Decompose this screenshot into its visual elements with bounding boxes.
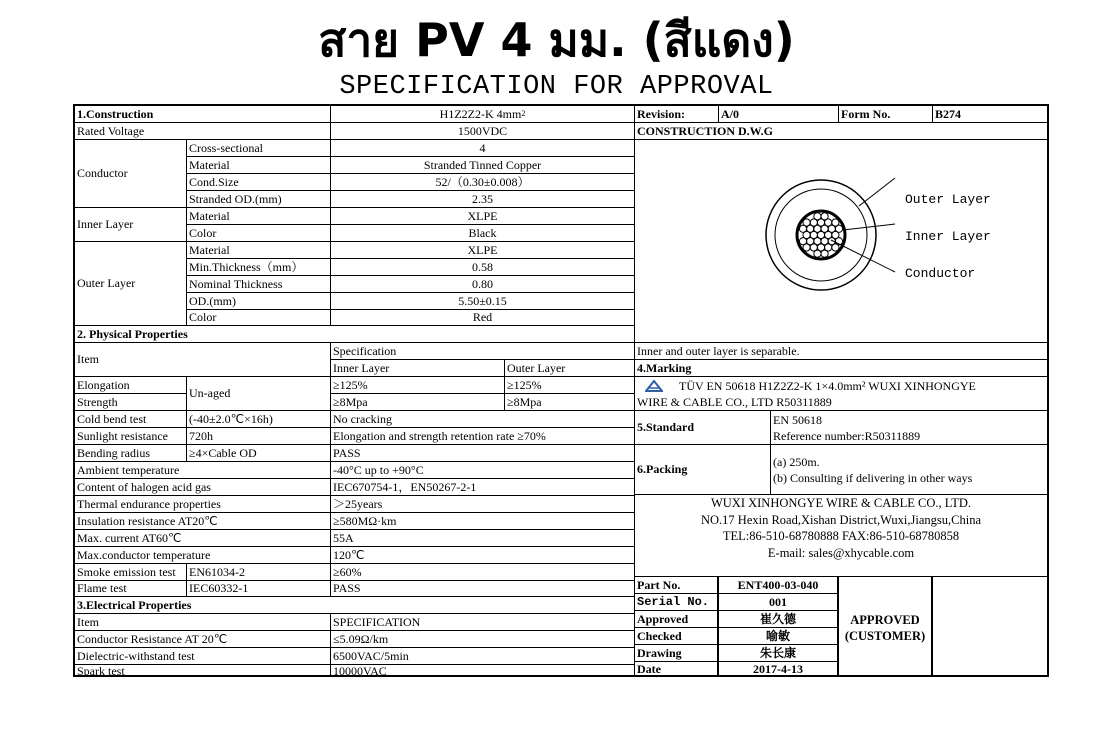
inner-attr: Material bbox=[187, 208, 331, 225]
conductor-value: 4 bbox=[331, 140, 635, 157]
construction-heading: 1.Construction bbox=[75, 106, 331, 123]
form-value: B274 bbox=[933, 106, 1047, 123]
outer-layer-callout: Outer Layer bbox=[905, 192, 991, 207]
page-title: สาย PV 4 มม. (สีแดง) bbox=[318, 13, 795, 67]
model-sup: 2 bbox=[521, 109, 526, 118]
company-block bbox=[635, 495, 1047, 577]
conductor-label: Conductor bbox=[75, 140, 187, 208]
page-subtitle: SPECIFICATION FOR APPROVAL bbox=[339, 72, 774, 102]
physical-row-spec: No cracking bbox=[331, 411, 635, 428]
electrical-row-spec: 10000VAC bbox=[331, 665, 635, 677]
conductor-strand bbox=[832, 244, 839, 251]
inner-layer-label: Inner Layer bbox=[75, 208, 187, 242]
model-text: H1Z2Z2-K 4mm bbox=[439, 106, 522, 121]
physical-heading: 2. Physical Properties bbox=[75, 326, 635, 343]
physical-row-item: Flame test bbox=[75, 581, 187, 597]
rated-voltage-value: 1500VDC bbox=[331, 123, 635, 140]
electrical-row-spec: ≤5.09Ω/km bbox=[331, 631, 635, 648]
physical-item-label: Item bbox=[75, 343, 331, 377]
conductor-attr: Cond.Size bbox=[187, 174, 331, 191]
physical-row-item: Thermal endurance properties bbox=[75, 496, 331, 513]
physical-row-cond: IEC60332-1 bbox=[187, 581, 331, 597]
triangle-icon bbox=[645, 380, 663, 392]
outer-attr: Color bbox=[187, 310, 331, 326]
physical-row-spec: ≥580MΩ·km bbox=[331, 513, 635, 530]
physical-row-item: Max.conductor temperature bbox=[75, 547, 331, 564]
physical-row-item: Cold bend test bbox=[75, 411, 187, 428]
physical-row-item: Sunlight resistance bbox=[75, 428, 187, 445]
part-label: Part No. bbox=[635, 577, 719, 594]
physical-row-cond: ≥4×Cable OD bbox=[187, 445, 331, 462]
conductor-value: Stranded Tinned Copper bbox=[331, 157, 635, 174]
marking-line1: TÜV EN 50618 H1Z2Z2-K 1×4.0mm² WUXI XINHONGYE bbox=[679, 378, 976, 393]
physical-row-spec: PASS bbox=[331, 445, 635, 462]
customer-approval-box bbox=[839, 577, 933, 677]
electrical-row-item: Conductor Resistance AT 20℃ bbox=[75, 631, 331, 648]
company-email: E-mail: sales@xhycable.com bbox=[767, 545, 915, 560]
inner-layer-callout: Inner Layer bbox=[905, 229, 991, 244]
strength-inner: ≥8Mpa bbox=[331, 394, 505, 411]
physical-row-item: Content of halogen acid gas bbox=[75, 479, 331, 496]
unaged-label: Un-aged bbox=[187, 377, 331, 411]
inner-attr: Color bbox=[187, 225, 331, 242]
outer-layer-label: Outer Layer bbox=[75, 242, 187, 326]
conductor-strand bbox=[821, 250, 828, 257]
conductor-strands bbox=[799, 213, 842, 258]
inner-value: Black bbox=[331, 225, 635, 242]
marking-line2: WIRE & CABLE CO., LTD R50311889 bbox=[637, 395, 832, 409]
conductor-attr: Material bbox=[187, 157, 331, 174]
outer-value: 0.58 bbox=[331, 259, 635, 276]
standard-line1: EN 50618 bbox=[773, 413, 822, 427]
outer-attr: Nominal Thickness bbox=[187, 276, 331, 293]
date-label: Date bbox=[635, 662, 719, 677]
physical-row-item: Insulation resistance AT20℃ bbox=[75, 513, 331, 530]
marking-heading: 4.Marking bbox=[635, 360, 1047, 377]
cable-cross-section bbox=[635, 140, 1047, 342]
physical-row-item: Bending radius bbox=[75, 445, 187, 462]
physical-row-item: Max. current AT60℃ bbox=[75, 530, 331, 547]
standard-block bbox=[771, 411, 1047, 445]
packing-block bbox=[771, 445, 1047, 495]
electrical-spec-label: SPECIFICATION bbox=[331, 614, 635, 631]
elongation-label: Elongation bbox=[75, 377, 187, 394]
serial-label: Serial No. bbox=[635, 594, 719, 611]
outer-value: Red bbox=[331, 310, 635, 326]
conductor-value: 52/（0.30±0.008） bbox=[331, 174, 635, 191]
spec-sheet bbox=[73, 104, 1049, 677]
physical-row-item: Smoke emission test bbox=[75, 564, 187, 581]
customer-approved-label: APPROVED bbox=[850, 613, 920, 627]
electrical-heading: 3.Electrical Properties bbox=[75, 597, 635, 614]
physical-row-spec: -40°C up to +90°C bbox=[331, 462, 635, 479]
conductor-value: 2.35 bbox=[331, 191, 635, 208]
inner-value: XLPE bbox=[331, 208, 635, 225]
construction-drawing bbox=[635, 140, 1047, 343]
packing-heading: 6.Packing bbox=[635, 445, 771, 495]
checked-label: Checked bbox=[635, 628, 719, 645]
electrical-row-spec: 6500VAC/5min bbox=[331, 648, 635, 665]
strength-outer: ≥8Mpa bbox=[505, 394, 635, 411]
rated-voltage-label: Rated Voltage bbox=[75, 123, 331, 140]
drawing-signature: 朱长康 bbox=[719, 645, 839, 662]
physical-row-cond: (-40±2.0℃×16h) bbox=[187, 411, 331, 428]
company-tel: TEL:86-510-68780888 FAX:86-510-68780858 bbox=[722, 529, 960, 543]
physical-row-spec: 55A bbox=[331, 530, 635, 547]
elongation-outer: ≥125% bbox=[505, 377, 635, 394]
approved-label: Approved bbox=[635, 611, 719, 628]
conductor-strand bbox=[814, 250, 821, 257]
outer-value: 0.80 bbox=[331, 276, 635, 293]
part-value: ENT400-03-040 bbox=[719, 577, 839, 594]
outer-value: 5.50±0.15 bbox=[331, 293, 635, 310]
outer-layer-ring bbox=[766, 180, 876, 290]
conductor-leader-line bbox=[831, 240, 895, 272]
conductor-attr: Cross-sectional bbox=[187, 140, 331, 157]
model-cell bbox=[331, 106, 635, 123]
outer-layer-inner-ring bbox=[775, 189, 867, 281]
packing-line1: (a) 250m. bbox=[773, 455, 820, 469]
conductor-callout: Conductor bbox=[905, 266, 976, 281]
physical-row-spec: IEC670754-1，EN50267-2-1 bbox=[331, 479, 635, 496]
inner-leader-line bbox=[843, 224, 895, 230]
outer-leader-line bbox=[859, 178, 895, 206]
serial-value: 001 bbox=[719, 594, 839, 611]
form-label: Form No. bbox=[839, 106, 933, 123]
physical-row-spec: 120℃ bbox=[331, 547, 635, 564]
conductor-strand bbox=[803, 244, 810, 251]
packing-line2: (b) Consulting if delivering in other ways bbox=[773, 471, 973, 485]
outer-attr: Min.Thickness（mm） bbox=[187, 259, 331, 276]
company-address: NO.17 Hexin Road,Xishan District,Wuxi,Jiangsu,China bbox=[700, 512, 982, 527]
physical-row-spec: ≥60% bbox=[331, 564, 635, 581]
physical-row-spec: Elongation and strength retention rate ≥70% bbox=[331, 428, 635, 445]
company-name: WUXI XINHONGYE WIRE & CABLE CO., LTD. bbox=[710, 496, 972, 510]
outer-attr: OD.(mm) bbox=[187, 293, 331, 310]
strength-label: Strength bbox=[75, 394, 187, 411]
drawing-label: Drawing bbox=[635, 645, 719, 662]
checked-signature: 喻敏 bbox=[719, 628, 839, 645]
physical-row-cond: EN61034-2 bbox=[187, 564, 331, 581]
approved-signature: 崔久德 bbox=[719, 611, 839, 628]
standard-heading: 5.Standard bbox=[635, 411, 771, 445]
customer-label: (CUSTOMER) bbox=[844, 629, 926, 643]
electrical-item-label: Item bbox=[75, 614, 331, 631]
revision-label: Revision: bbox=[635, 106, 719, 123]
physical-row-cond: 720h bbox=[187, 428, 331, 445]
standard-line2: Reference number:R50311889 bbox=[773, 429, 921, 443]
physical-spec-label: Specification bbox=[331, 343, 635, 360]
date-value: 2017-4-13 bbox=[719, 662, 839, 677]
conductor-attr: Stranded OD.(mm) bbox=[187, 191, 331, 208]
revision-value: A/0 bbox=[719, 106, 839, 123]
physical-inner-col: Inner Layer bbox=[331, 360, 505, 377]
physical-row-spec: PASS bbox=[331, 581, 635, 597]
electrical-row-item: Spark test bbox=[75, 665, 331, 677]
marking-block bbox=[635, 377, 1047, 411]
customer-signature-box bbox=[933, 577, 1047, 677]
drawing-heading: CONSTRUCTION D.W.G bbox=[635, 123, 1047, 140]
elongation-inner: ≥125% bbox=[331, 377, 505, 394]
physical-row-item: Ambient temperature bbox=[75, 462, 331, 479]
physical-row-spec: ＞25years bbox=[331, 496, 635, 513]
physical-outer-col: Outer Layer bbox=[505, 360, 635, 377]
separable-note: Inner and outer layer is separable. bbox=[635, 343, 1047, 360]
outer-attr: Material bbox=[187, 242, 331, 259]
outer-value: XLPE bbox=[331, 242, 635, 259]
electrical-row-item: Dielectric-withstand test bbox=[75, 648, 331, 665]
